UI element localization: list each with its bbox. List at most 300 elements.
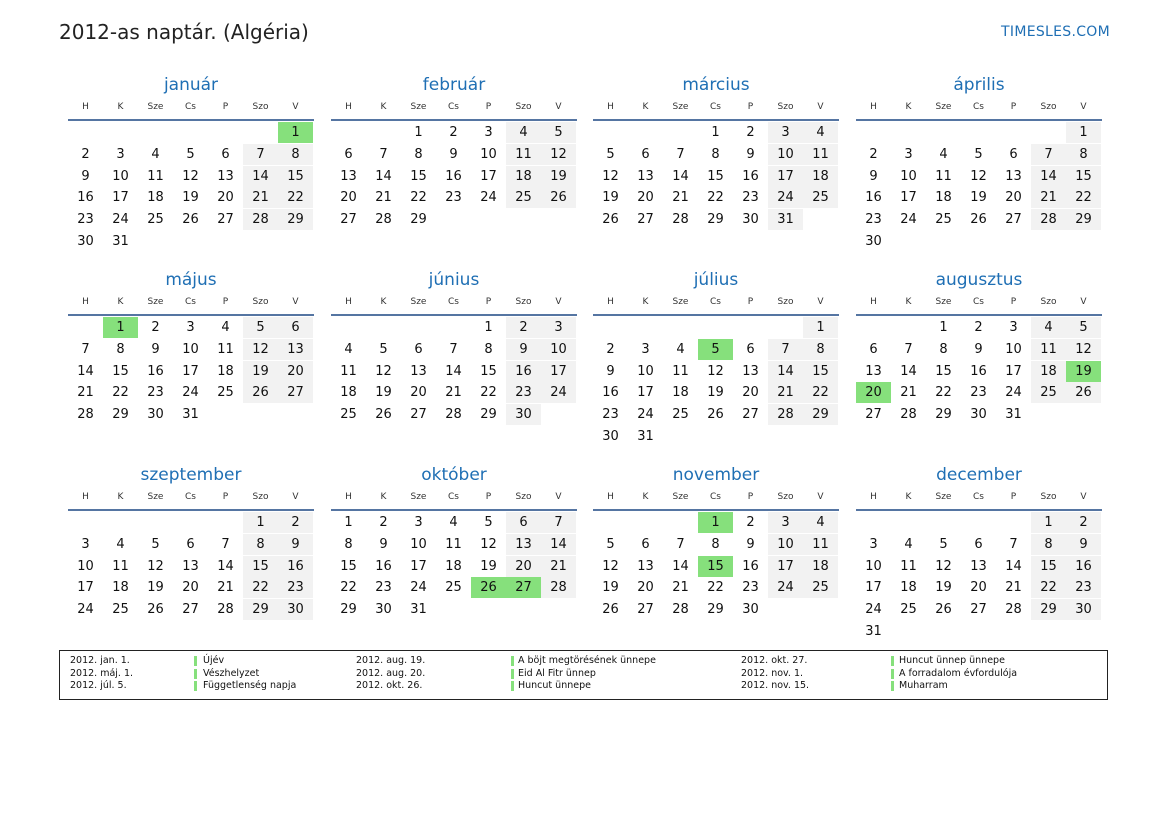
day-cell: 14	[77, 363, 94, 379]
day-cell: 24	[768, 187, 803, 208]
month-június	[331, 270, 577, 460]
day-cell: 3	[1009, 320, 1018, 335]
holiday-legend	[59, 650, 1108, 700]
day-cell: 31	[182, 407, 199, 423]
day-cell: 5	[243, 317, 278, 338]
day-cell: 16	[77, 190, 94, 206]
legend-color-marker	[891, 656, 894, 666]
weekday-label: P	[222, 102, 229, 112]
day-cell: 16	[742, 558, 759, 574]
day-cell: 12	[602, 558, 619, 574]
day-cell: 16	[278, 556, 313, 577]
day-cell: 2	[449, 125, 458, 140]
weekday-header	[856, 492, 1102, 508]
weekday-header	[856, 102, 1102, 118]
day-cell: 26	[182, 212, 199, 228]
month-október	[331, 465, 577, 655]
header-rule	[856, 509, 1102, 511]
day-cell: 31	[112, 234, 129, 249]
day-cell: 23	[970, 385, 987, 401]
day-cell: 30	[602, 429, 619, 444]
day-cell: 23	[506, 382, 541, 403]
day-cell: 29	[340, 602, 357, 618]
day-cell: 6	[746, 341, 755, 357]
day-cell: 9	[81, 168, 90, 184]
month-name: június	[428, 270, 480, 290]
day-cell: 27	[278, 382, 313, 403]
day-cell: 22	[707, 580, 724, 596]
day-cell: 6	[186, 536, 195, 552]
month-július	[593, 270, 839, 460]
weekday-label: Sze	[147, 492, 164, 502]
day-cell: 18	[900, 580, 917, 596]
header-rule	[331, 314, 577, 316]
day-cell: 20	[1005, 190, 1022, 206]
day-cell: 12	[480, 536, 497, 552]
day-cell: 24	[182, 385, 199, 401]
day-cell: 3	[768, 122, 803, 143]
day-cell: 30	[278, 599, 313, 620]
day-cell: 2	[974, 320, 983, 335]
weekday-label: P	[1010, 102, 1017, 112]
legend-date: 2012. júl. 5.	[70, 680, 127, 691]
holiday-day-cell: 20	[856, 382, 891, 403]
weekday-label: V	[817, 102, 824, 112]
day-cell: 18	[147, 190, 164, 206]
day-cell: 7	[541, 512, 576, 533]
day-cell: 24	[541, 382, 576, 403]
day-cell: 17	[768, 556, 803, 577]
day-cell: 31	[865, 624, 882, 639]
day-cell: 14	[1031, 166, 1066, 187]
weekday-label: H	[607, 102, 614, 112]
day-cell: 30	[742, 212, 759, 228]
day-cell: 30	[375, 602, 392, 618]
weekday-label: H	[345, 297, 352, 307]
day-cell: 13	[182, 558, 199, 574]
day-cell: 23	[77, 212, 94, 228]
day-cell: 10	[900, 168, 917, 184]
day-cell: 27	[340, 212, 357, 228]
day-cell: 18	[506, 166, 541, 187]
legend-color-marker	[194, 656, 197, 666]
day-cell: 26	[147, 602, 164, 618]
day-cell: 25	[803, 187, 838, 208]
weekday-label: Sze	[672, 297, 689, 307]
day-cell: 13	[278, 339, 313, 360]
day-cell: 6	[869, 341, 878, 357]
day-cell: 22	[340, 580, 357, 596]
day-cell: 20	[340, 190, 357, 206]
day-cell: 11	[672, 363, 689, 379]
day-cell: 4	[116, 536, 125, 552]
day-cell: 11	[112, 558, 129, 574]
legend-date: 2012. nov. 15.	[741, 680, 810, 691]
day-cell: 5	[1066, 317, 1101, 338]
day-cell: 14	[243, 166, 278, 187]
day-cell: 23	[1066, 577, 1101, 598]
day-cell: 26	[602, 212, 619, 228]
day-cell: 28	[1005, 602, 1022, 618]
day-cell: 25	[112, 602, 129, 618]
day-cell: 12	[602, 168, 619, 184]
weekday-label: K	[380, 492, 387, 502]
day-cell: 27	[410, 407, 427, 423]
day-cell: 4	[803, 512, 838, 533]
day-cell: 9	[746, 146, 755, 162]
day-cell: 12	[935, 558, 952, 574]
day-cell: 1	[1066, 122, 1101, 143]
weekday-label: Cs	[448, 297, 459, 307]
legend-color-marker	[194, 681, 197, 691]
holiday-day-cell: 1	[103, 317, 138, 338]
weekday-label: V	[292, 492, 299, 502]
weekday-label: K	[642, 297, 649, 307]
day-cell: 20	[410, 385, 427, 401]
day-cell: 25	[445, 580, 462, 596]
day-cell: 1	[243, 512, 278, 533]
day-cell: 21	[1031, 187, 1066, 208]
weekday-label: Cs	[185, 297, 196, 307]
day-cell: 28	[1031, 209, 1066, 230]
weekday-label: Szo	[515, 102, 532, 112]
day-cell: 22	[935, 385, 952, 401]
month-name: július	[693, 270, 739, 290]
weekday-label: Sze	[935, 492, 952, 502]
weekday-label: V	[1080, 297, 1087, 307]
day-cell: 13	[970, 558, 987, 574]
weekday-label: Szo	[1040, 102, 1057, 112]
month-január	[68, 75, 314, 265]
day-cell: 12	[375, 363, 392, 379]
day-cell: 30	[742, 602, 759, 618]
legend-color-marker	[891, 669, 894, 679]
day-cell: 5	[151, 536, 160, 552]
day-cell: 15	[707, 168, 724, 184]
day-cell: 20	[637, 190, 654, 206]
month-március	[593, 75, 839, 265]
weekday-label: Cs	[185, 102, 196, 112]
day-cell: 2	[151, 320, 160, 335]
day-cell: 28	[243, 209, 278, 230]
day-cell: 28	[768, 404, 803, 425]
day-cell: 12	[970, 168, 987, 184]
day-cell: 9	[746, 536, 755, 552]
day-cell: 16	[1066, 556, 1101, 577]
day-cell: 22	[480, 385, 497, 401]
day-cell: 9	[151, 341, 160, 357]
legend-date: 2012. okt. 26.	[356, 680, 423, 691]
day-cell: 20	[217, 190, 234, 206]
day-cell: 10	[768, 534, 803, 555]
legend-date: 2012. aug. 20.	[356, 667, 426, 679]
page-title: 2012-as naptár. (Algéria)	[59, 20, 309, 44]
day-cell: 29	[707, 602, 724, 618]
weekday-label: Sze	[410, 102, 427, 112]
month-name: január	[163, 75, 219, 95]
day-cell: 2	[746, 515, 755, 530]
weekday-label: P	[1010, 492, 1017, 502]
day-cell: 28	[672, 212, 689, 228]
day-cell: 25	[506, 187, 541, 208]
legend-holiday-name: Huncut ünnep ünnepe	[899, 655, 1005, 666]
day-cell: 7	[379, 146, 388, 162]
weekday-label: K	[117, 102, 124, 112]
day-cell: 7	[676, 146, 685, 162]
weekday-label: K	[117, 492, 124, 502]
day-cell: 11	[506, 144, 541, 165]
day-cell: 9	[1066, 534, 1101, 555]
day-cell: 14	[672, 168, 689, 184]
day-cell: 11	[935, 168, 952, 184]
day-cell: 9	[869, 168, 878, 184]
weekday-label: Szo	[515, 297, 532, 307]
day-cell: 17	[768, 166, 803, 187]
day-cell: 28	[77, 407, 94, 423]
weekday-header	[331, 102, 577, 118]
day-cell: 4	[676, 341, 685, 357]
header-rule	[68, 509, 314, 511]
day-cell: 5	[541, 122, 576, 143]
weekday-label: K	[905, 492, 912, 502]
weekday-label: P	[485, 102, 492, 112]
day-cell: 22	[278, 187, 313, 208]
weekday-header	[856, 297, 1102, 313]
day-cell: 11	[217, 341, 234, 357]
day-cell: 7	[243, 144, 278, 165]
day-cell: 22	[803, 382, 838, 403]
day-cell: 9	[278, 534, 313, 555]
day-cell: 2	[278, 512, 313, 533]
month-november	[593, 465, 839, 655]
day-cell: 14	[1005, 558, 1022, 574]
day-cell: 28	[445, 407, 462, 423]
header-rule	[68, 314, 314, 316]
day-cell: 26	[1066, 382, 1101, 403]
day-cell: 28	[900, 407, 917, 423]
weekday-label: K	[642, 492, 649, 502]
legend-holiday-name: A böjt megtörésének ünnepe	[518, 655, 656, 666]
weekday-header	[68, 297, 314, 313]
day-cell: 10	[865, 558, 882, 574]
day-cell: 29	[1066, 209, 1101, 230]
day-cell: 18	[112, 580, 129, 596]
weekday-label: Cs	[710, 102, 721, 112]
day-cell: 3	[541, 317, 576, 338]
site-link[interactable]: TIMESLES.COM	[1001, 24, 1110, 40]
weekday-label: Cs	[973, 492, 984, 502]
day-cell: 1	[344, 515, 353, 530]
day-cell: 17	[637, 385, 654, 401]
day-cell: 19	[602, 190, 619, 206]
day-cell: 12	[243, 339, 278, 360]
day-cell: 8	[711, 536, 720, 552]
day-cell: 13	[506, 534, 541, 555]
weekday-label: K	[117, 297, 124, 307]
day-cell: 30	[1066, 599, 1101, 620]
weekday-label: Cs	[448, 102, 459, 112]
day-cell: 10	[410, 536, 427, 552]
weekday-label: Szo	[252, 492, 269, 502]
day-cell: 22	[707, 190, 724, 206]
day-cell: 3	[414, 515, 423, 530]
day-cell: 20	[637, 580, 654, 596]
day-cell: 24	[768, 577, 803, 598]
legend-holiday-name: Huncut ünnepe	[518, 680, 591, 691]
weekday-label: P	[222, 297, 229, 307]
day-cell: 26	[375, 407, 392, 423]
day-cell: 26	[243, 382, 278, 403]
day-cell: 2	[506, 317, 541, 338]
day-cell: 13	[637, 168, 654, 184]
day-cell: 28	[217, 602, 234, 618]
day-cell: 24	[900, 212, 917, 228]
day-cell: 8	[278, 144, 313, 165]
header-rule	[331, 509, 577, 511]
day-cell: 23	[278, 577, 313, 598]
weekday-label: Szo	[777, 297, 794, 307]
day-cell: 21	[672, 580, 689, 596]
day-cell: 15	[1031, 556, 1066, 577]
day-cell: 25	[803, 577, 838, 598]
day-cell: 13	[1005, 168, 1022, 184]
weekday-label: P	[1010, 297, 1017, 307]
weekday-label: H	[870, 102, 877, 112]
day-cell: 16	[147, 363, 164, 379]
weekday-label: V	[292, 297, 299, 307]
day-cell: 18	[340, 385, 357, 401]
day-cell: 15	[410, 168, 427, 184]
weekday-header	[593, 297, 839, 313]
day-cell: 26	[707, 407, 724, 423]
legend-holiday-name: Újév	[203, 655, 225, 666]
weekday-header	[593, 102, 839, 118]
weekday-header	[68, 492, 314, 508]
day-cell: 8	[1031, 534, 1066, 555]
day-cell: 11	[900, 558, 917, 574]
day-cell: 3	[116, 146, 125, 162]
day-cell: 19	[707, 385, 724, 401]
header-rule	[593, 509, 839, 511]
legend-holiday-name: A forradalom évfordulója	[899, 667, 1018, 679]
day-cell: 24	[637, 407, 654, 423]
day-cell: 16	[506, 361, 541, 382]
day-cell: 10	[541, 339, 576, 360]
weekday-label: H	[607, 297, 614, 307]
day-cell: 15	[340, 558, 357, 574]
day-cell: 12	[147, 558, 164, 574]
day-cell: 1	[939, 320, 948, 335]
legend-color-marker	[511, 681, 514, 691]
day-cell: 5	[186, 146, 195, 162]
month-name: március	[682, 75, 750, 95]
month-name: február	[422, 75, 486, 95]
day-cell: 3	[484, 125, 493, 140]
day-cell: 8	[243, 534, 278, 555]
weekday-label: Szo	[252, 297, 269, 307]
day-cell: 21	[541, 556, 576, 577]
day-cell: 17	[410, 558, 427, 574]
day-cell: 10	[637, 363, 654, 379]
day-cell: 25	[672, 407, 689, 423]
day-cell: 12	[1066, 339, 1101, 360]
weekday-label: H	[82, 492, 89, 502]
day-cell: 29	[1031, 599, 1066, 620]
day-cell: 27	[970, 602, 987, 618]
day-cell: 10	[182, 341, 199, 357]
day-cell: 30	[506, 404, 541, 425]
day-cell: 29	[410, 212, 427, 228]
day-cell: 4	[1031, 317, 1066, 338]
day-cell: 13	[217, 168, 234, 184]
day-cell: 4	[344, 341, 353, 357]
weekday-label: P	[747, 492, 754, 502]
header-rule	[856, 119, 1102, 121]
month-name: augusztus	[935, 270, 1023, 290]
day-cell: 22	[1066, 187, 1101, 208]
day-cell: 25	[147, 212, 164, 228]
day-cell: 21	[1005, 580, 1022, 596]
day-cell: 1	[803, 317, 838, 338]
legend-date: 2012. aug. 19.	[356, 655, 426, 666]
day-cell: 9	[974, 341, 983, 357]
day-cell: 20	[970, 580, 987, 596]
day-cell: 15	[112, 363, 129, 379]
day-cell: 2	[1066, 512, 1101, 533]
day-cell: 24	[112, 212, 129, 228]
legend-holiday-name: Muharram	[899, 680, 948, 691]
day-cell: 8	[1066, 144, 1101, 165]
day-cell: 17	[541, 361, 576, 382]
day-cell: 7	[1009, 536, 1018, 552]
day-cell: 20	[182, 580, 199, 596]
day-cell: 16	[445, 168, 462, 184]
month-május	[68, 270, 314, 460]
day-cell: 23	[742, 580, 759, 596]
day-cell: 11	[803, 144, 838, 165]
day-cell: 5	[939, 536, 948, 552]
day-cell: 25	[935, 212, 952, 228]
month-augusztus	[856, 270, 1102, 460]
header-rule	[593, 314, 839, 316]
day-cell: 27	[637, 212, 654, 228]
day-cell: 11	[803, 534, 838, 555]
day-cell: 17	[77, 580, 94, 596]
day-cell: 19	[147, 580, 164, 596]
weekday-label: K	[905, 102, 912, 112]
day-cell: 30	[77, 234, 94, 249]
holiday-day-cell: 26	[471, 577, 506, 598]
day-cell: 27	[742, 407, 759, 423]
header-rule	[68, 119, 314, 121]
day-cell: 13	[742, 363, 759, 379]
day-cell: 7	[449, 341, 458, 357]
day-cell: 6	[641, 536, 650, 552]
weekday-label: V	[555, 492, 562, 502]
day-cell: 7	[676, 536, 685, 552]
day-cell: 14	[900, 363, 917, 379]
day-cell: 26	[935, 602, 952, 618]
day-cell: 12	[541, 144, 576, 165]
legend-holiday-name: Eid Al Fitr ünnep	[518, 667, 596, 679]
day-cell: 5	[379, 341, 388, 357]
weekday-label: V	[1080, 102, 1087, 112]
day-cell: 6	[974, 536, 983, 552]
legend-date: 2012. nov. 1.	[741, 667, 804, 679]
day-cell: 12	[707, 363, 724, 379]
holiday-day-cell: 1	[278, 122, 313, 143]
day-cell: 10	[112, 168, 129, 184]
